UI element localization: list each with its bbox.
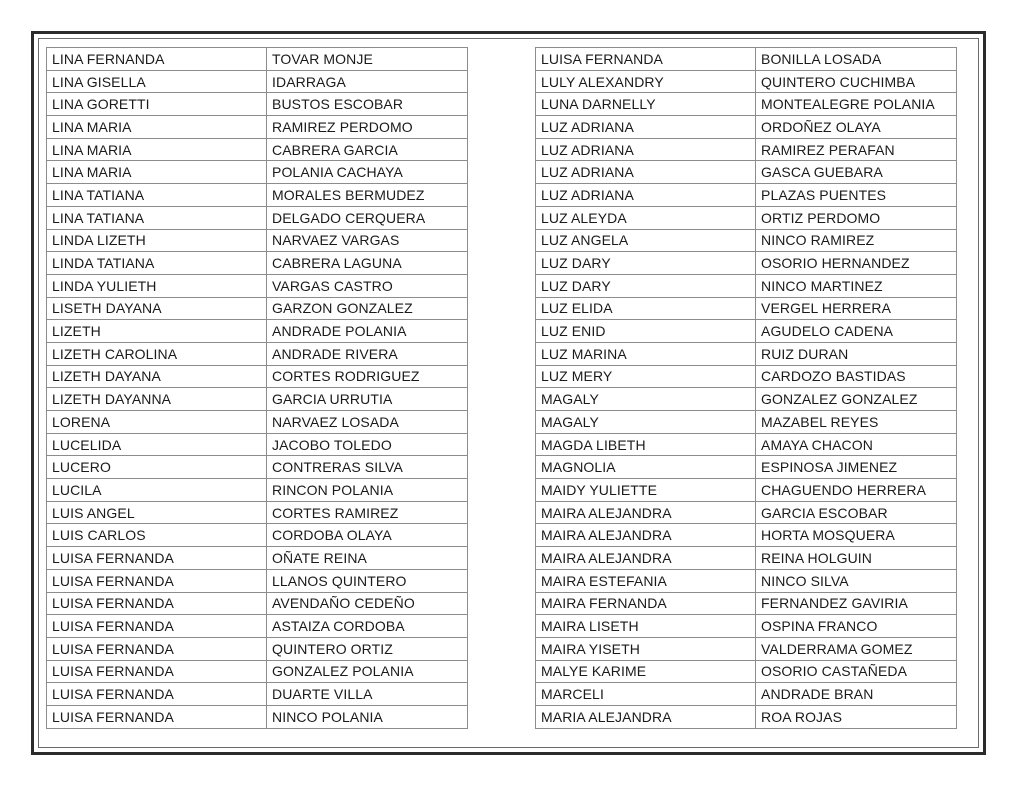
table-row [47,342,468,365]
surnames-cell: NINCO MARTINEZ [756,274,957,297]
first-names-cell: MARIA ALEJANDRA [536,705,756,728]
table-row [536,683,957,706]
first-names-cell: LUIS CARLOS [47,524,267,547]
table-row [47,456,468,479]
table-row [47,229,468,252]
table-row [536,479,957,502]
surnames-cell: MONTEALEGRE POLANIA [756,93,957,116]
first-names-cell: LUZ ADRIANA [536,138,756,161]
surnames-cell: QUINTERO CUCHIMBA [756,70,957,93]
surnames-cell: GONZALEZ POLANIA [267,660,468,683]
first-names-cell: LISETH DAYANA [47,297,267,320]
first-names-cell: LUIS ANGEL [47,501,267,524]
table-row [536,615,957,638]
table-row [536,274,957,297]
table-row [536,70,957,93]
first-names-cell: LIZETH DAYANA [47,365,267,388]
first-names-cell: LUISA FERNANDA [47,547,267,570]
table-row [47,660,468,683]
first-names-cell: LUCILA [47,479,267,502]
first-names-cell: LUISA FERNANDA [536,48,756,71]
surnames-cell: CORTES RAMIREZ [267,501,468,524]
surnames-cell: RAMIREZ PERDOMO [267,116,468,139]
table-row [47,184,468,207]
table-row [536,161,957,184]
table-row [536,547,957,570]
table-row [536,320,957,343]
surnames-cell: ASTAIZA CORDOBA [267,615,468,638]
first-names-cell: LINA MARIA [47,161,267,184]
first-names-cell: LINDA TATIANA [47,252,267,275]
table-row [536,592,957,615]
table-row [47,479,468,502]
first-names-cell: LUZ MARINA [536,342,756,365]
names-table-left [46,47,468,729]
first-names-cell: MAIRA ESTEFANIA [536,569,756,592]
first-names-cell: MAIRA FERNANDA [536,592,756,615]
surnames-cell: POLANIA CACHAYA [267,161,468,184]
first-names-cell: LINA MARIA [47,138,267,161]
first-names-cell: MARCELI [536,683,756,706]
surnames-cell: NINCO SILVA [756,569,957,592]
surnames-cell: QUINTERO ORTIZ [267,637,468,660]
surnames-cell: CABRERA LAGUNA [267,252,468,275]
table-row [536,365,957,388]
first-names-cell: LUISA FERNANDA [47,637,267,660]
table-row [536,705,957,728]
surnames-cell: RINCON POLANIA [267,479,468,502]
first-names-cell: LUZ ANGELA [536,229,756,252]
first-names-cell: MAGALY [536,388,756,411]
first-names-cell: LORENA [47,411,267,434]
surnames-cell: RAMIREZ PERAFAN [756,138,957,161]
table-row [47,547,468,570]
surnames-cell: REINA HOLGUIN [756,547,957,570]
first-names-cell: LUISA FERNANDA [47,592,267,615]
surnames-cell: IDARRAGA [267,70,468,93]
surnames-cell: TOVAR MONJE [267,48,468,71]
first-names-cell: LINDA YULIETH [47,274,267,297]
surnames-cell: GARCIA URRUTIA [267,388,468,411]
first-names-cell: LUISA FERNANDA [47,569,267,592]
table-row [47,683,468,706]
first-names-cell: LUISA FERNANDA [47,660,267,683]
first-names-cell: LUZ ADRIANA [536,184,756,207]
surnames-cell: NARVAEZ VARGAS [267,229,468,252]
table-row [536,297,957,320]
surnames-cell: GONZALEZ GONZALEZ [756,388,957,411]
first-names-cell: MAIRA YISETH [536,637,756,660]
table-row [536,433,957,456]
names-table-left-body [47,48,468,729]
first-names-cell: LUNA DARNELLY [536,93,756,116]
table-row [47,138,468,161]
table-row [47,637,468,660]
first-names-cell: MAIRA ALEJANDRA [536,524,756,547]
surnames-cell: OSPINA FRANCO [756,615,957,638]
table-row [47,592,468,615]
surnames-cell: VALDERRAMA GOMEZ [756,637,957,660]
first-names-cell: MAIRA LISETH [536,615,756,638]
first-names-cell: LUZ ADRIANA [536,161,756,184]
first-names-cell: LIZETH CAROLINA [47,342,267,365]
first-names-cell: MAGNOLIA [536,456,756,479]
surnames-cell: AVENDAÑO CEDEÑO [267,592,468,615]
table-row [47,388,468,411]
table-row [47,615,468,638]
surnames-cell: MORALES BERMUDEZ [267,184,468,207]
surnames-cell: HORTA MOSQUERA [756,524,957,547]
table-row [47,252,468,275]
table-row [536,184,957,207]
surnames-cell: NARVAEZ LOSADA [267,411,468,434]
surnames-cell: ROA ROJAS [756,705,957,728]
table-row [536,342,957,365]
table-row [47,501,468,524]
first-names-cell: LINA TATIANA [47,184,267,207]
table-row [536,456,957,479]
surnames-cell: CORTES RODRIGUEZ [267,365,468,388]
first-names-cell: LULY ALEXANDRY [536,70,756,93]
table-row [536,637,957,660]
table-row [536,229,957,252]
table-row [47,48,468,71]
first-names-cell: LINA GORETTI [47,93,267,116]
surnames-cell: GARZON GONZALEZ [267,297,468,320]
surnames-cell: GASCA GUEBARA [756,161,957,184]
first-names-cell: LUZ DARY [536,252,756,275]
table-row [536,660,957,683]
table-row [47,206,468,229]
first-names-cell: MAGDA LIBETH [536,433,756,456]
first-names-cell: LIZETH [47,320,267,343]
surnames-cell: NINCO RAMIREZ [756,229,957,252]
table-row [47,161,468,184]
first-names-cell: LINA TATIANA [47,206,267,229]
table-row [536,501,957,524]
surnames-cell: RUIZ DURAN [756,342,957,365]
surnames-cell: ESPINOSA JIMENEZ [756,456,957,479]
surnames-cell: VERGEL HERRERA [756,297,957,320]
surnames-cell: AMAYA CHACON [756,433,957,456]
first-names-cell: MAGALY [536,411,756,434]
first-names-cell: LUZ DARY [536,274,756,297]
table-row [47,569,468,592]
surnames-cell: CORDOBA OLAYA [267,524,468,547]
surnames-cell: NINCO POLANIA [267,705,468,728]
names-table-right-body [536,48,957,729]
table-row [536,48,957,71]
table-row [47,320,468,343]
table-row [536,206,957,229]
first-names-cell: MALYE KARIME [536,660,756,683]
first-names-cell: LUZ ADRIANA [536,116,756,139]
table-row [536,252,957,275]
first-names-cell: LUISA FERNANDA [47,705,267,728]
surnames-cell: ANDRADE BRAN [756,683,957,706]
first-names-cell: LUZ ALEYDA [536,206,756,229]
first-names-cell: LINA FERNANDA [47,48,267,71]
names-table-right [535,47,957,729]
surnames-cell: BUSTOS ESCOBAR [267,93,468,116]
surnames-cell: CARDOZO BASTIDAS [756,365,957,388]
surnames-cell: LLANOS QUINTERO [267,569,468,592]
surnames-cell: DELGADO CERQUERA [267,206,468,229]
first-names-cell: LUZ ELIDA [536,297,756,320]
table-row [47,365,468,388]
surnames-cell: PLAZAS PUENTES [756,184,957,207]
first-names-cell: LINDA LIZETH [47,229,267,252]
table-row [47,93,468,116]
first-names-cell: LUISA FERNANDA [47,683,267,706]
table-row [47,411,468,434]
table-row [47,274,468,297]
table-row [47,705,468,728]
surnames-cell: ORDOÑEZ OLAYA [756,116,957,139]
surnames-cell: CABRERA GARCIA [267,138,468,161]
table-row [47,116,468,139]
table-row [47,433,468,456]
table-row [536,93,957,116]
first-names-cell: LUISA FERNANDA [47,615,267,638]
first-names-cell: LUCELIDA [47,433,267,456]
table-row [536,388,957,411]
surnames-cell: AGUDELO CADENA [756,320,957,343]
surnames-cell: OSORIO CASTAÑEDA [756,660,957,683]
first-names-cell: LUZ ENID [536,320,756,343]
surnames-cell: ANDRADE RIVERA [267,342,468,365]
table-row [47,524,468,547]
surnames-cell: ANDRADE POLANIA [267,320,468,343]
surnames-cell: CONTRERAS SILVA [267,456,468,479]
first-names-cell: MAIRA ALEJANDRA [536,501,756,524]
table-row [47,70,468,93]
first-names-cell: MAIRA ALEJANDRA [536,547,756,570]
first-names-cell: LINA GISELLA [47,70,267,93]
first-names-cell: LUZ MERY [536,365,756,388]
table-row [536,138,957,161]
surnames-cell: BONILLA LOSADA [756,48,957,71]
surnames-cell: FERNANDEZ GAVIRIA [756,592,957,615]
table-row [536,411,957,434]
table-row [47,297,468,320]
table-row [536,116,957,139]
surnames-cell: CHAGUENDO HERRERA [756,479,957,502]
surnames-cell: VARGAS CASTRO [267,274,468,297]
surnames-cell: OSORIO HERNANDEZ [756,252,957,275]
first-names-cell: MAIDY YULIETTE [536,479,756,502]
surnames-cell: JACOBO TOLEDO [267,433,468,456]
table-row [536,569,957,592]
surnames-cell: MAZABEL REYES [756,411,957,434]
surnames-cell: ORTIZ PERDOMO [756,206,957,229]
surnames-cell: GARCIA ESCOBAR [756,501,957,524]
surnames-cell: DUARTE VILLA [267,683,468,706]
first-names-cell: LIZETH DAYANNA [47,388,267,411]
first-names-cell: LINA MARIA [47,116,267,139]
surnames-cell: OÑATE REINA [267,547,468,570]
first-names-cell: LUCERO [47,456,267,479]
table-row [536,524,957,547]
